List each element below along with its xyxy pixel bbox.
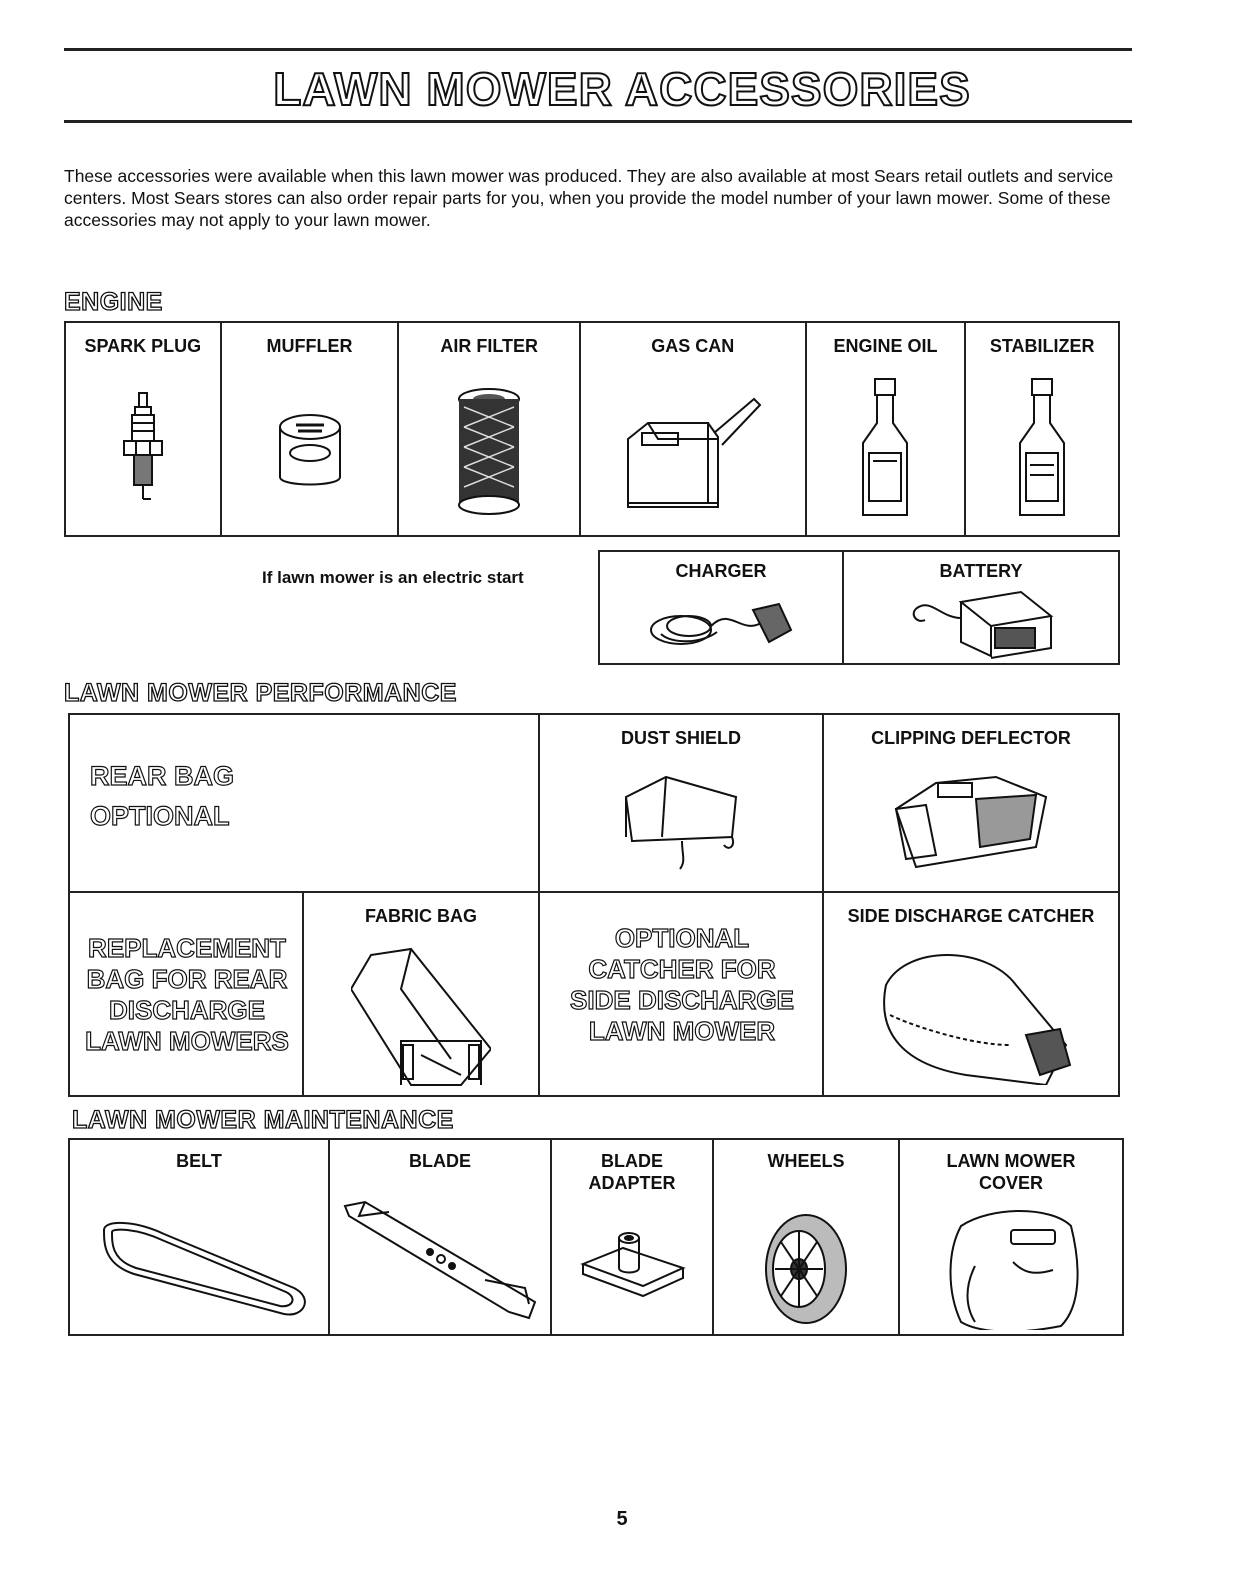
gas-can-label: GAS CAN: [651, 336, 735, 356]
replacement-bag-text: [70, 933, 304, 1057]
title-underline: [64, 120, 1132, 123]
charger-label: CHARGER: [675, 561, 767, 581]
wheels-cell[interactable]: [714, 1140, 900, 1334]
replacement-line-2: BAG FOR REAR: [86, 964, 288, 994]
blade-adapter-label: BLADE ADAPTER: [588, 1151, 676, 1193]
electric-start-note: If lawn mower is an electric start: [262, 568, 524, 587]
battery-icon: [901, 588, 1061, 660]
spark-plug-icon: [118, 389, 168, 509]
side-catcher-icon: [866, 945, 1076, 1085]
replacement-line-3: DISCHARGE: [108, 995, 265, 1025]
engine-grid: [64, 321, 1120, 537]
replacement-bag-cell: [70, 893, 304, 1095]
muffler-icon: [270, 409, 350, 499]
optional-catcher-cell: [540, 893, 824, 1095]
spark-plug-label: SPARK PLUG: [84, 336, 202, 356]
side-catcher-cell[interactable]: [824, 893, 1118, 1095]
intro-paragraph: These accessories were available when this lawn mower was produced. They are also available at most Sears retail outlets and service centers. Most Sears stores can also order repair parts for you, when you provide the model number of your lawn mower. Some of these accessories may not apply to your lawn mower.: [64, 166, 1114, 230]
charger-icon: [641, 590, 801, 660]
replacement-line-4: LAWN MOWERS: [85, 1026, 289, 1056]
blade-icon: [335, 1196, 545, 1326]
belt-icon: [84, 1210, 314, 1320]
rear-bag-cell[interactable]: [70, 715, 540, 893]
spark-plug-cell[interactable]: [66, 323, 222, 535]
wheel-icon: [761, 1210, 851, 1328]
blade-adapter-icon: [577, 1228, 687, 1298]
optional-catcher-text: [540, 923, 824, 1047]
gas-can-icon: [618, 393, 768, 513]
mower-cover-label: LAWN MOWER COVER: [946, 1151, 1076, 1193]
dust-shield-label: DUST SHIELD: [620, 728, 741, 748]
page-number: 5: [616, 1508, 628, 1530]
clipping-deflector-cell[interactable]: [824, 715, 1118, 893]
air-filter-cell[interactable]: [399, 323, 581, 535]
maintenance-grid: [68, 1138, 1124, 1336]
optional-line-3: SIDE DISCHARGE: [570, 985, 794, 1015]
engine-oil-cell[interactable]: [807, 323, 967, 535]
blade-adapter-cell[interactable]: [552, 1140, 714, 1334]
fabric-bag-icon: [351, 945, 491, 1091]
muffler-label: MUFFLER: [266, 336, 353, 356]
oil-bottle-icon: [855, 375, 915, 525]
belt-cell[interactable]: [70, 1140, 330, 1334]
air-filter-icon: [454, 387, 524, 517]
stabilizer-label: STABILIZER: [989, 336, 1095, 356]
performance-grid: [68, 713, 1120, 1097]
engine-heading: ENGINE: [64, 288, 163, 316]
rear-bag-title: REAR BAG: [90, 761, 235, 791]
blade-label: BLADE: [409, 1151, 471, 1171]
gas-can-cell[interactable]: [581, 323, 807, 535]
page-title: LAWN MOWER ACCESSORIES: [273, 63, 971, 115]
stabilizer-cell[interactable]: [966, 323, 1118, 535]
stabilizer-bottle-icon: [1012, 375, 1072, 525]
air-filter-label: AIR FILTER: [440, 336, 539, 356]
battery-label: BATTERY: [939, 561, 1023, 581]
fabric-bag-cell[interactable]: [304, 893, 540, 1095]
top-rule: [64, 48, 1132, 51]
side-catcher-label: SIDE DISCHARGE CATCHER: [847, 906, 1095, 926]
replacement-line-1: REPLACEMENT: [88, 933, 286, 963]
rear-bag-optional: OPTIONAL: [90, 801, 230, 831]
blade-cell[interactable]: [330, 1140, 552, 1334]
optional-line-4: LAWN MOWER: [588, 1016, 776, 1046]
maintenance-heading: LAWN MOWER MAINTENANCE: [72, 1106, 454, 1134]
mower-cover-cell[interactable]: [900, 1140, 1122, 1334]
optional-line-2: CATCHER FOR: [588, 954, 776, 984]
electric-start-grid: [598, 550, 1120, 665]
mower-cover-icon: [941, 1206, 1081, 1330]
battery-cell[interactable]: [844, 552, 1118, 663]
charger-cell[interactable]: [600, 552, 844, 663]
dust-shield-cell[interactable]: [540, 715, 824, 893]
engine-oil-label: ENGINE OIL: [833, 336, 938, 356]
muffler-cell[interactable]: [222, 323, 400, 535]
wheels-label: WHEELS: [767, 1151, 845, 1171]
performance-heading: LAWN MOWER PERFORMANCE: [64, 679, 457, 707]
fabric-bag-label: FABRIC BAG: [365, 906, 477, 926]
clipping-deflector-label: CLIPPING DEFLECTOR: [871, 728, 1071, 748]
clipping-deflector-icon: [886, 769, 1056, 879]
optional-line-1: OPTIONAL: [614, 923, 750, 953]
dust-shield-icon: [616, 767, 746, 877]
belt-label: BELT: [176, 1151, 222, 1171]
